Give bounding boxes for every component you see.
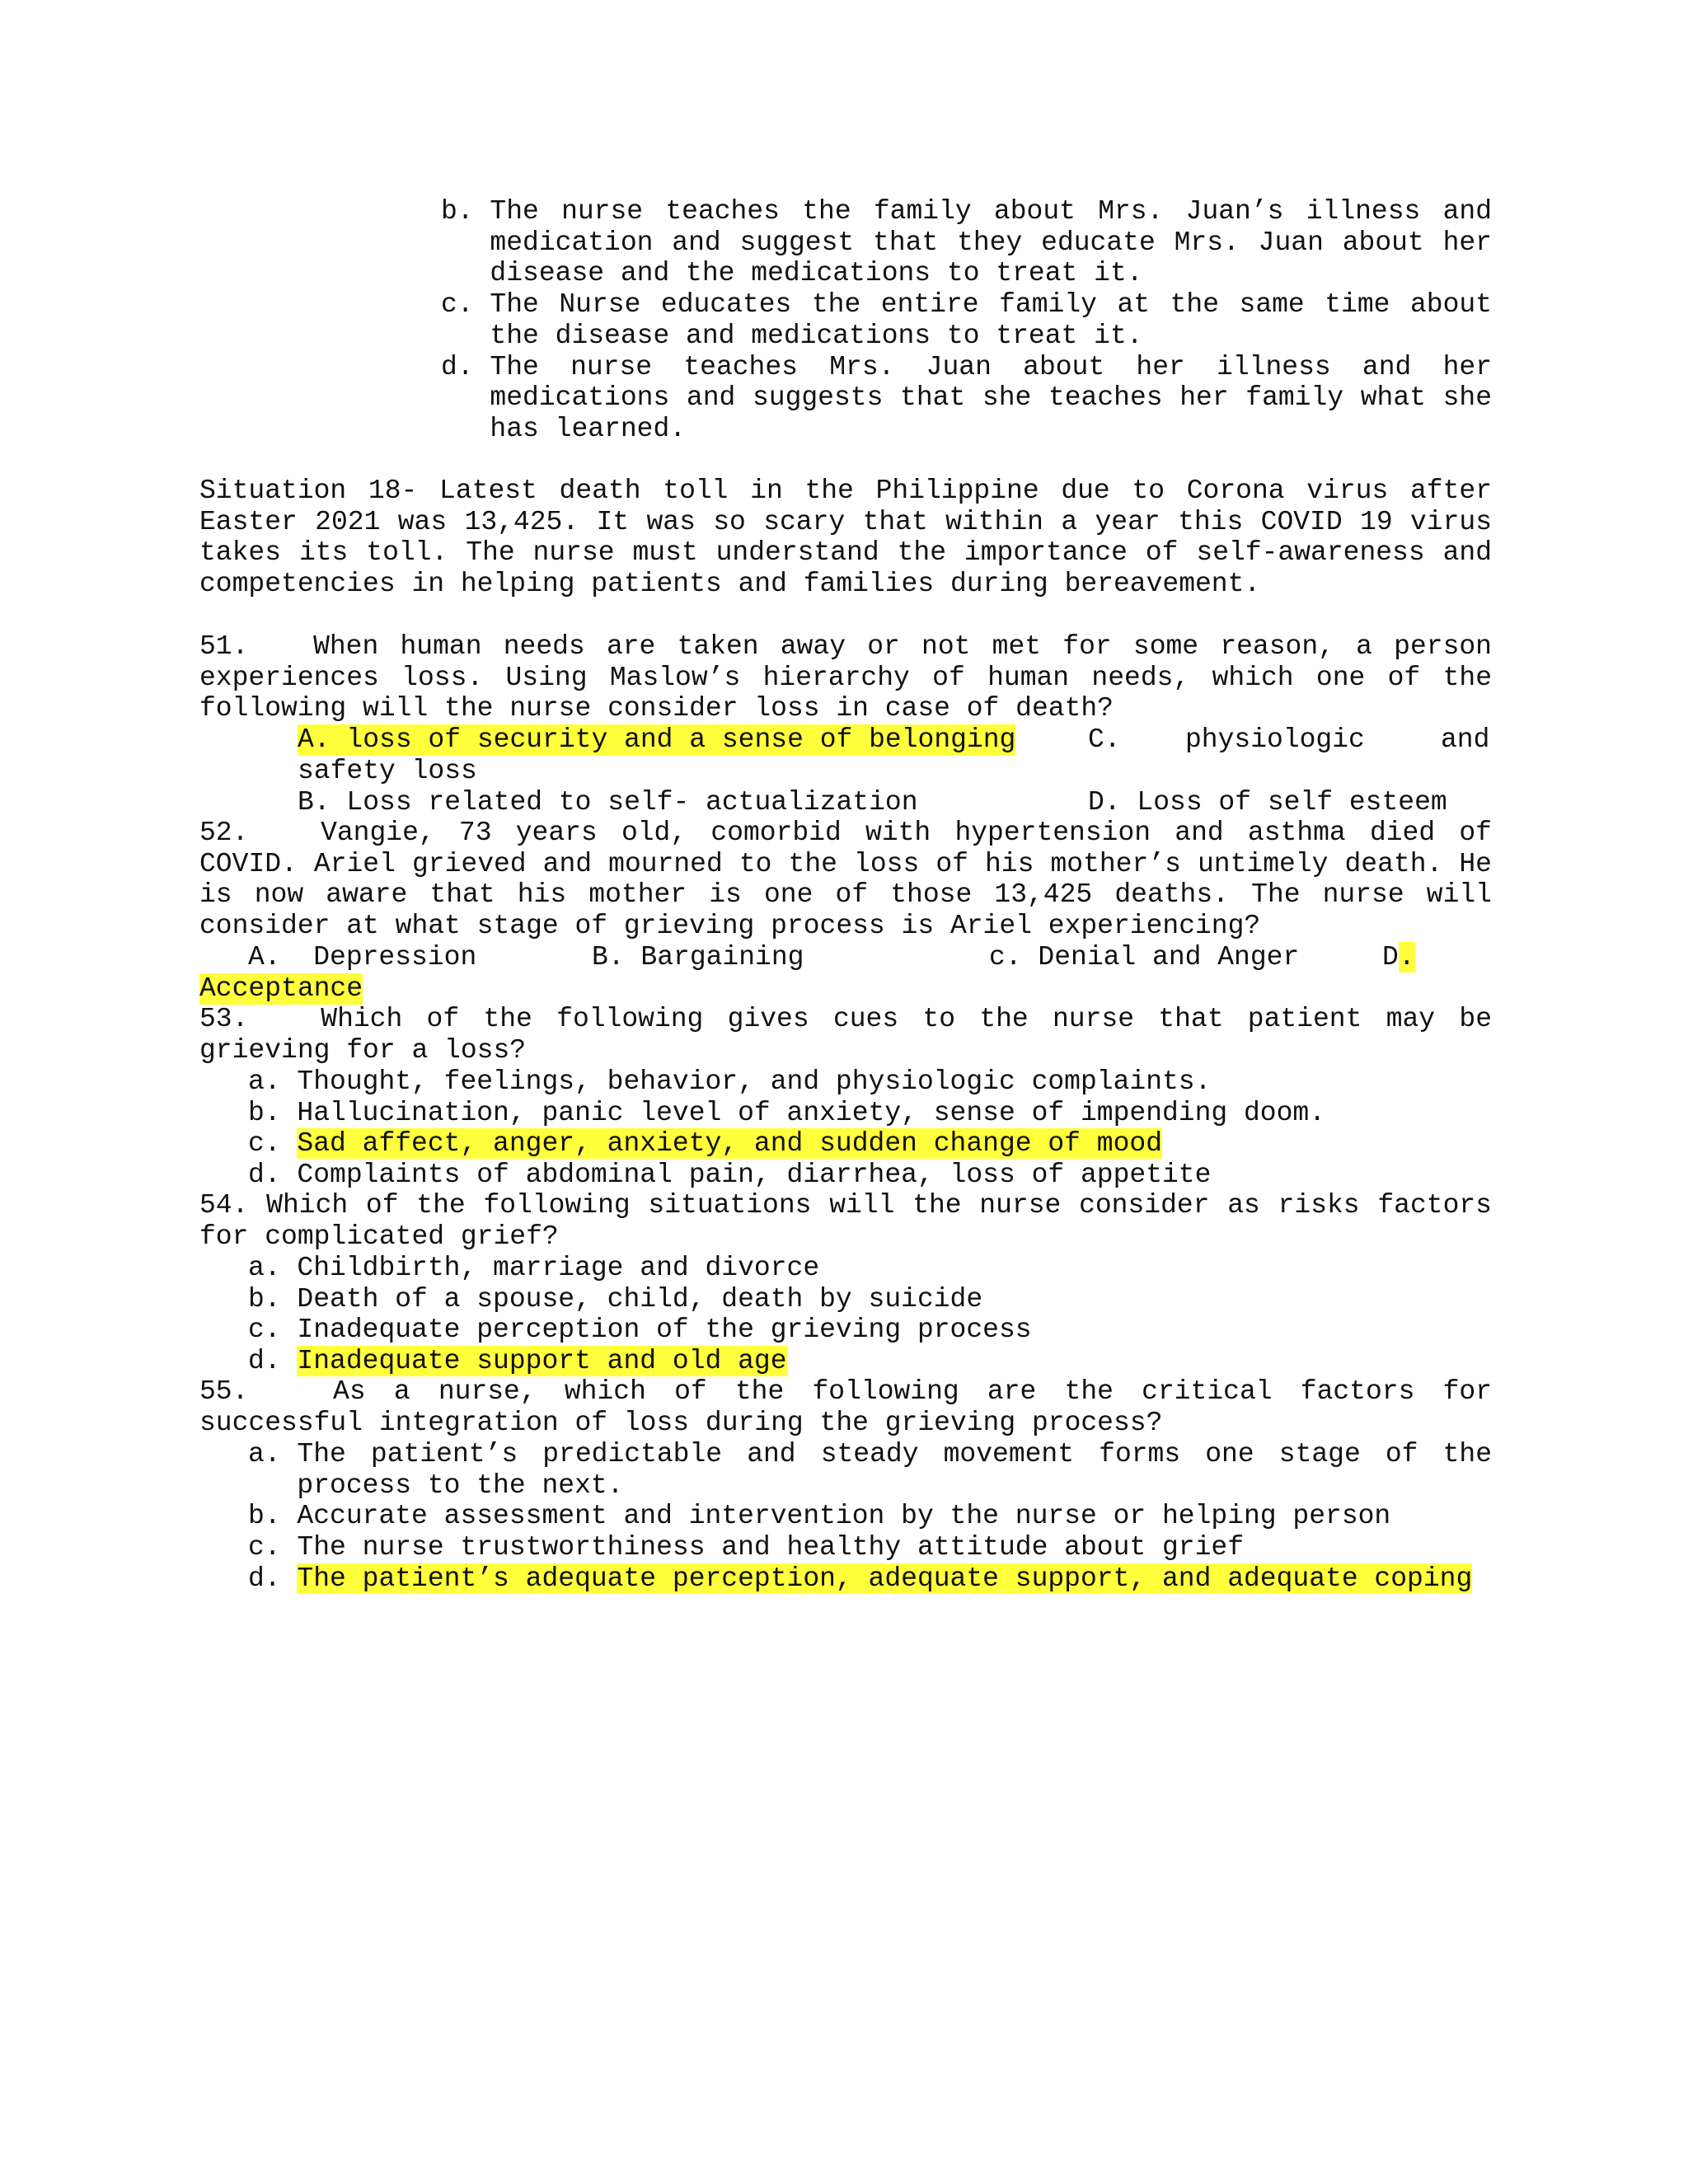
option-text: The nurse teaches Mrs. Juan about her illness and her medications and suggests that she teaches her family what she has learned. <box>490 351 1492 444</box>
list-item <box>248 1284 1492 1315</box>
option-marker: d. <box>248 1160 281 1191</box>
q52-option-d-dot: . <box>1398 942 1415 972</box>
q51-option-c-cont: safety loss <box>298 756 477 786</box>
list-item <box>248 1439 1492 1501</box>
question-number: 54. <box>199 1190 249 1221</box>
question-51 <box>199 631 1492 724</box>
question-52 <box>199 818 1492 942</box>
q51-option-c-letter: C. <box>1088 724 1121 755</box>
list-item <box>248 1315 1492 1346</box>
option-text: The nurse trustworthiness and healthy attitude about grief <box>297 1532 1245 1563</box>
q52-option-c: c. Denial and Anger <box>989 942 1300 972</box>
q51-option-b: B. Loss related to self- actualization <box>298 787 918 818</box>
situation-paragraph: Situation 18- Latest death toll in the Philippine due to Corona virus after Easter 2021 was 13,425. It was so scary that within a year this COVID 19 virus takes its toll. The nurse must understand the importance of self-awareness and competencies in helping patients and families during bereavement. <box>199 476 1492 600</box>
question-number: 51. <box>199 631 249 662</box>
list-item <box>248 1128 1492 1160</box>
option-marker: d. <box>248 1346 281 1377</box>
q51-option-c-word2: and <box>1441 724 1490 755</box>
option-text: The patient’s predictable and steady movement forms one stage of the process to the next. <box>297 1439 1492 1501</box>
question-stem: When human needs are taken away or not met for some reason, a person experiences loss. Using Maslow’s hierarchy of human needs, which one of the following will the nurse consider loss in case of death? <box>199 631 1492 724</box>
option-text: Accurate assessment and intervention by the nurse or helping person <box>297 1501 1391 1532</box>
option-text: Death of a spouse, child, death by suicide <box>297 1283 983 1315</box>
question-55 <box>199 1376 1492 1438</box>
q51-option-d: D. Loss of self esteem <box>1088 787 1447 818</box>
option-marker: c. <box>248 1532 281 1563</box>
option-marker: a. <box>248 1253 281 1283</box>
list-item <box>248 1501 1492 1532</box>
list-item <box>441 352 1492 445</box>
question-stem: As a nurse, which of the following are the critical factors for successful integration of loss during the grieving process? <box>199 1376 1492 1438</box>
option-text: Thought, feelings, behavior, and physiologic complaints. <box>297 1066 1212 1097</box>
option-text: Complaints of abdominal pain, diarrhea, loss of appetite <box>297 1160 1212 1191</box>
option-marker: a. <box>248 1439 281 1469</box>
question-stem: Which of the following situations will the nurse consider as risks factors for complicated grief? <box>199 1190 1492 1252</box>
option-marker: d. <box>441 351 474 382</box>
option-text: The nurse teaches the family about Mrs. Juan’s illness and medication and suggest that they educate Mrs. Juan about her disease and the medications to treat it. <box>490 196 1492 289</box>
question-stem: Vangie, 73 years old, comorbid with hypertension and asthma died of COVID. Ariel grieved and mourned to the loss of his mother’s untimely death. He is now aware that his mother is one of those 13,425 deaths. The nurse will consider at what stage of grieving process is Ariel experiencing? <box>199 818 1492 942</box>
question-stem: Which of the following gives cues to the nurse that patient may be grieving for a loss? <box>199 1004 1492 1066</box>
option-marker: a. <box>248 1066 281 1097</box>
question-number: 52. <box>199 818 249 848</box>
option-text-correct: Sad affect, anger, anxiety, and sudden change of mood <box>297 1128 1162 1160</box>
q51-option-a-correct: A. loss of security and a sense of belonging <box>298 724 1016 755</box>
list-item <box>248 1346 1492 1377</box>
option-text-correct: Inadequate support and old age <box>297 1346 787 1377</box>
option-text-correct: The patient’s adequate perception, adequate support, and adequate coping <box>297 1563 1473 1594</box>
q54-options <box>248 1253 1492 1377</box>
option-text: Inadequate perception of the grieving process <box>297 1315 1032 1346</box>
list-item <box>441 289 1492 351</box>
q52-option-b: B. Bargaining <box>592 942 804 972</box>
option-marker: c. <box>441 289 474 321</box>
list-item <box>248 1160 1492 1191</box>
option-marker: d. <box>248 1563 281 1594</box>
list-item <box>441 196 1492 289</box>
list-item <box>248 1098 1492 1129</box>
option-marker: b. <box>248 1283 281 1315</box>
q55-options <box>248 1439 1492 1595</box>
question-54 <box>199 1190 1492 1252</box>
option-marker: c. <box>248 1128 281 1160</box>
q51-option-c-word1: physiologic <box>1185 724 1365 755</box>
question-number: 53. <box>199 1004 249 1034</box>
option-text: The Nurse educates the entire family at the same time about the disease and medications to treat it. <box>490 289 1492 351</box>
option-marker: b. <box>248 1097 281 1128</box>
option-marker: b. <box>441 196 474 227</box>
list-item <box>248 1066 1492 1098</box>
question-number: 55. <box>199 1376 249 1407</box>
carryover-options <box>441 196 1492 445</box>
list-item <box>248 1253 1492 1284</box>
q52-option-d-correct: Acceptance <box>199 973 363 1004</box>
option-marker: b. <box>248 1501 281 1532</box>
list-item <box>248 1532 1492 1563</box>
list-item <box>248 1563 1492 1595</box>
q52-option-d-letter: D. <box>1382 942 1415 972</box>
option-text: Childbirth, marriage and divorce <box>297 1253 820 1283</box>
q53-options <box>248 1066 1492 1191</box>
option-marker: c. <box>248 1315 281 1346</box>
q52-option-a: A. Depression <box>248 942 477 972</box>
option-text: Hallucination, panic level of anxiety, sense of impending doom. <box>297 1097 1326 1128</box>
question-53 <box>199 1004 1492 1066</box>
